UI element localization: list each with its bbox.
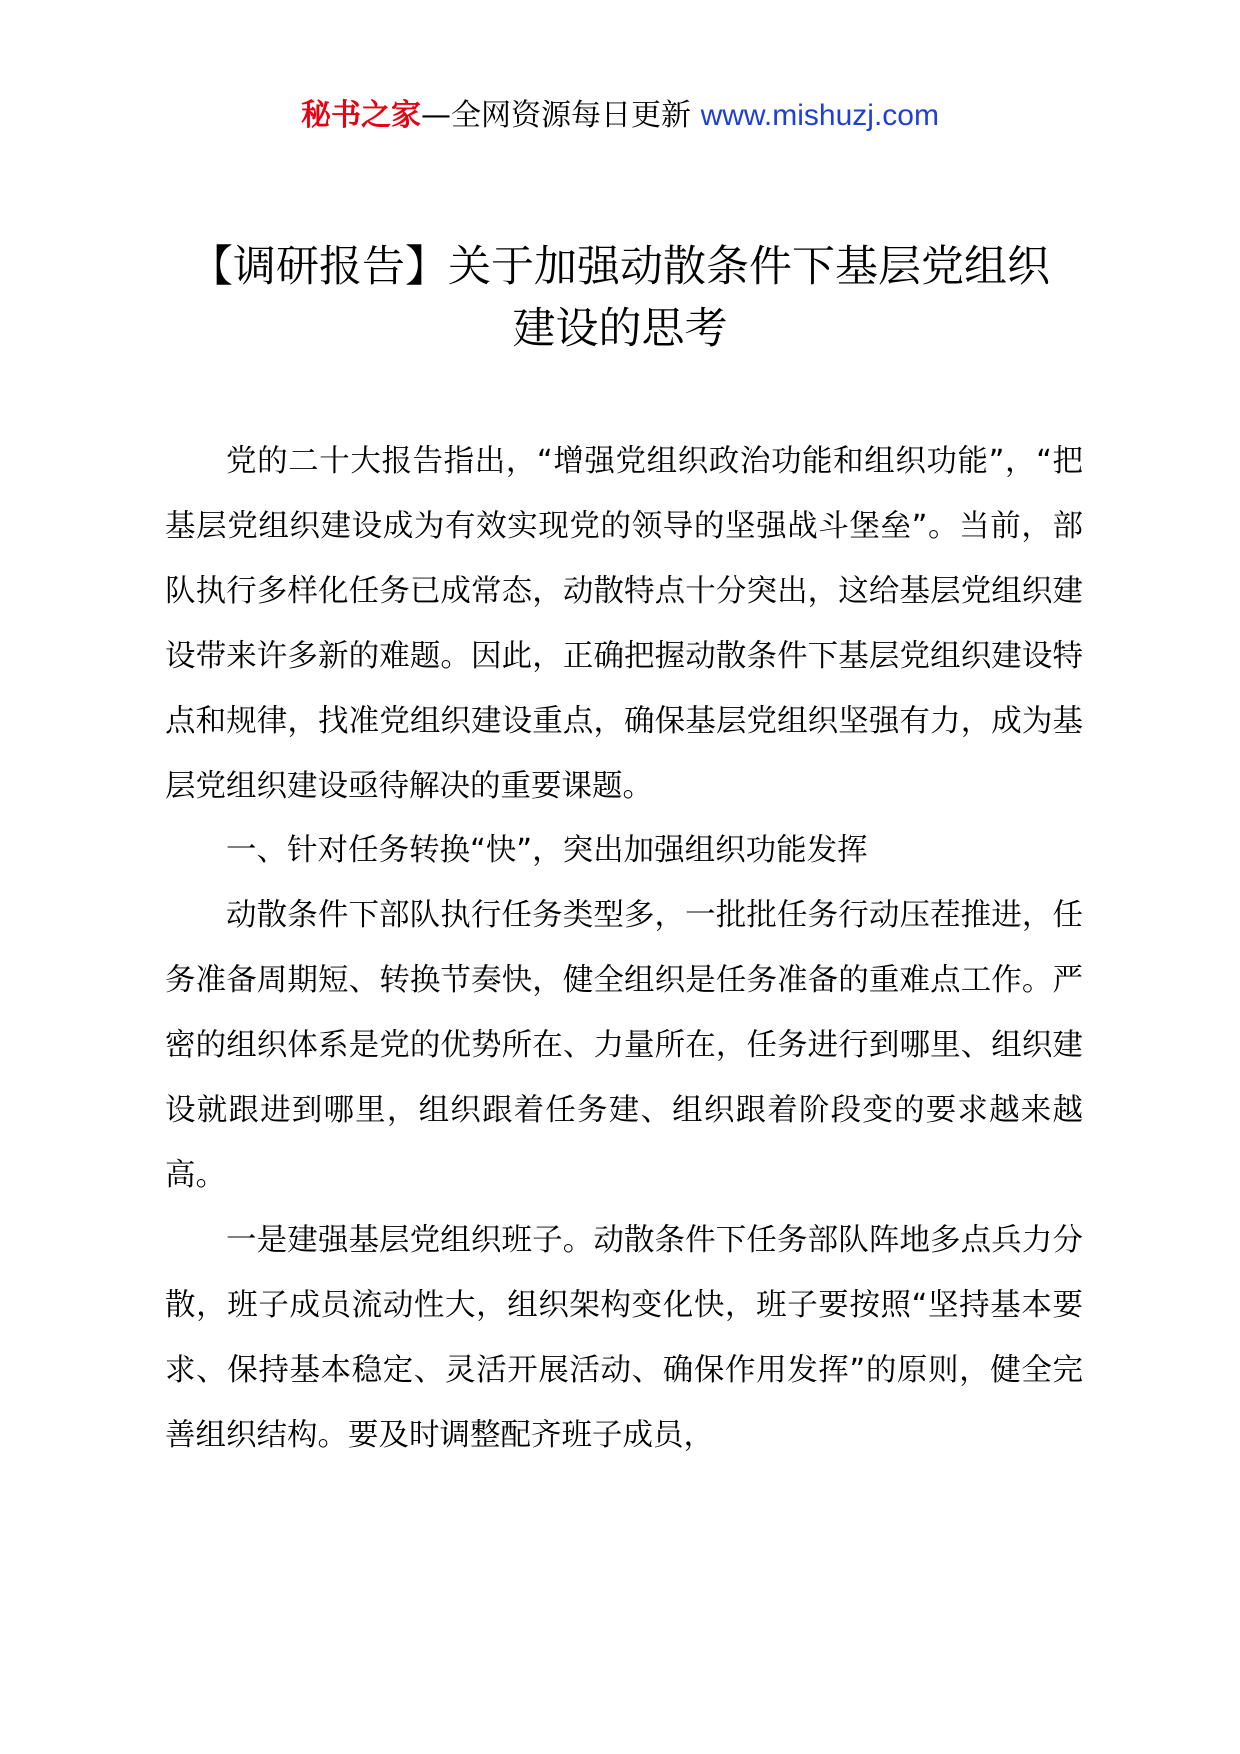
site-url[interactable]: www.mishuzj.com	[700, 99, 939, 132]
title-line-1: 【调研报告】关于加强动散条件下基层党组织	[190, 242, 1050, 292]
intro-paragraph: 党的二十大报告指出，“增强党组织政治功能和组织功能”，“把基层党组织建设成为有效实现党的领导的坚强战斗堡垒”。当前，部队执行多样化任务已成常态，动散特点十分突出，这给基层党组织建设带来许多新的难题。因此，正确把握动散条件下基层党组织建设特点和规律，找准党组织建设重点，确保基层党组织坚强有力，成为基层党组织建设亟待解决的重要课题。	[165, 444, 1083, 804]
site-brand: 秘书之家	[301, 98, 422, 133]
section-1-paragraph: 动散条件下部队执行任务类型多，一批批任务行动压茬推进，任务准备周期短、转换节奏快，健全组织是任务准备的重难点工作。严密的组织体系是党的优势所在、力量所在，任务进行到哪里、组织建设就跟进到哪里，组织跟着任务建、组织跟着阶段变的要求越来越高。	[165, 898, 1083, 1193]
section-heading-1: 一、针对任务转换“快”，突出加强组织功能发挥	[226, 833, 868, 869]
document-body	[165, 430, 1083, 1469]
site-slogan: —全网资源每日更新	[421, 98, 701, 133]
document-title	[150, 236, 1090, 360]
section-1-point-1: 一是建强基层党组织班子。动散条件下任务部队阵地多点兵力分散，班子成员流动性大，组织架构变化快，班子要按照“坚持基本要求、保持基本稳定、灵活开展活动、确保作用发挥”的原则，健全完善组织结构。要及时调整配齐班子成员，	[165, 1222, 1083, 1453]
site-header	[0, 96, 1240, 136]
title-line-2: 建设的思考	[512, 304, 728, 354]
